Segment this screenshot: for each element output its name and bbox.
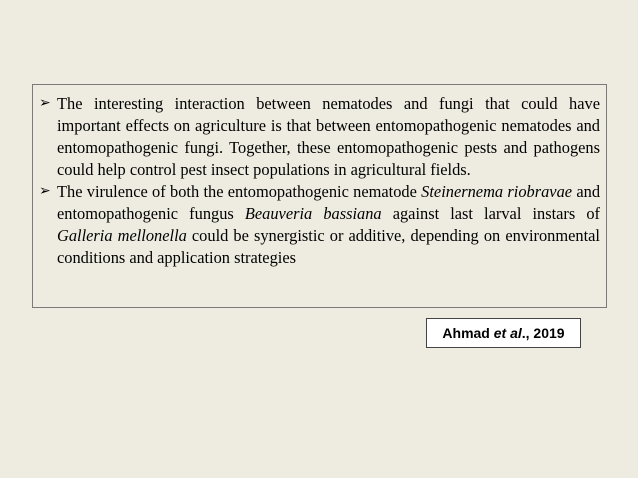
bullet-item xyxy=(39,181,600,269)
species-name: Beauveria bassiana xyxy=(244,204,382,223)
citation-author: Ahmad xyxy=(442,325,494,341)
arrow-bullet-icon: ➢ xyxy=(39,96,51,111)
bullet-text: The interesting interaction between nematodes and fungi that could have important effects on agriculture is that between entomopathogenic nematodes and entomopathogenic fungi. Together, these entomopathogenic pests and pathogens could help control pest insect populations in agricultural fields. xyxy=(57,94,600,179)
species-name: Galleria mellonella xyxy=(57,226,187,245)
species-name: Steinernema riobravae xyxy=(421,182,573,201)
bullet-list xyxy=(39,93,600,269)
content-box xyxy=(32,84,607,308)
bullet-item xyxy=(39,93,600,181)
citation-box xyxy=(426,318,581,348)
citation-etal: et al xyxy=(493,325,522,341)
bullet-text: The virulence of both the entomopathogenic nematode Steinernema riobravae and entomopathogenic fungus Beauveria bassiana against last larval instars of Galleria mellonella could be synergistic or additive, depending on environmental conditions and application strategies xyxy=(57,182,601,267)
arrow-bullet-icon: ➢ xyxy=(39,184,51,199)
citation-year: ., 2019 xyxy=(521,325,565,341)
